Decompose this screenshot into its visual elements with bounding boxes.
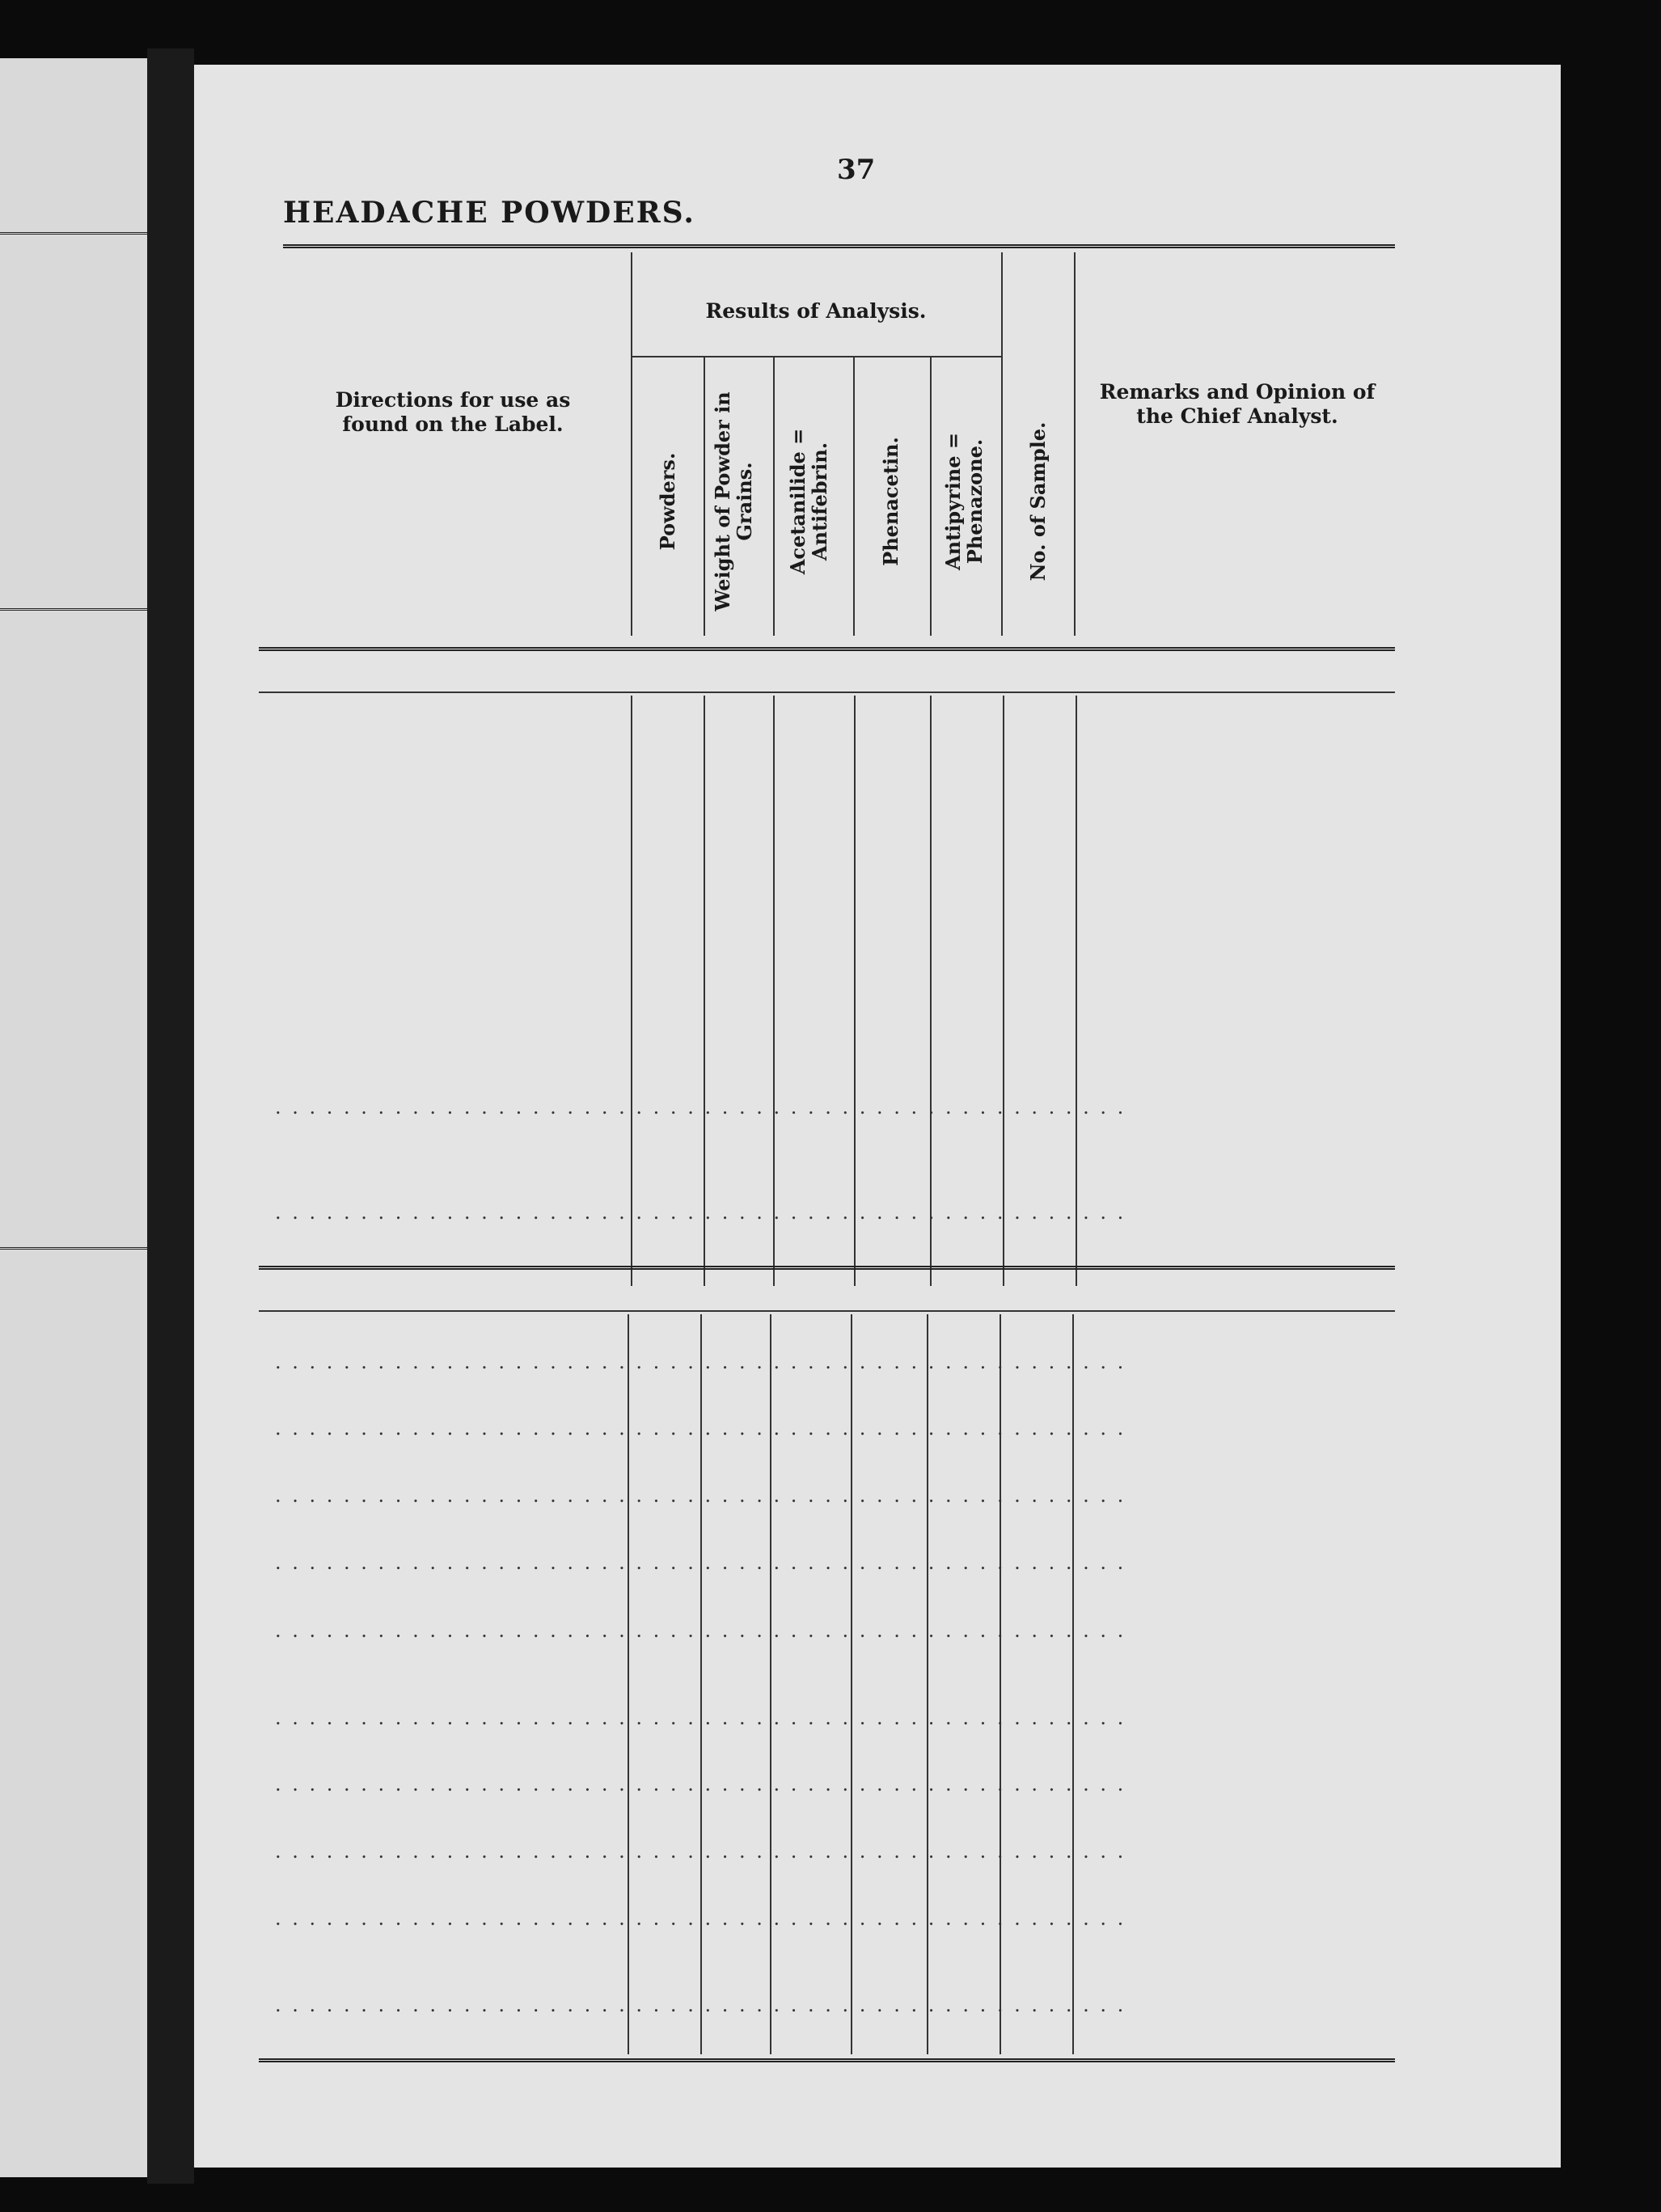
leader-dots: . . . . . . . . . . . . . . . . . . . . . . . . . . . . . . . . . . . . . . . . . . . . . . . . . . <box>275 1417 1126 1440</box>
top-rule <box>283 244 1395 248</box>
antipyrine-header: Antipyrine = Phenazone. <box>941 433 987 570</box>
bottom-rule <box>259 2058 1395 2062</box>
page-title: HEADACHE POWDERS. <box>283 196 695 230</box>
col-rule <box>1076 696 1077 1286</box>
leader-dots: . . . . . . . . . . . . . . . . . . . . . . . . . . . . . . . . . . . . . . . . . . . . . . . . . . <box>275 1096 1126 1119</box>
col-rule <box>930 357 932 636</box>
leader-dots: . . . . . . . . . . . . . . . . . . . . . . . . . . . . . . . . . . . . . . . . . . . . . . . . . . <box>275 1707 1126 1729</box>
section-rule <box>259 692 1395 693</box>
section-rule <box>259 1310 1395 1312</box>
col-rule <box>854 696 856 1286</box>
leader-dots: . . . . . . . . . . . . . . . . . . . . . . . . . . . . . . . . . . . . . . . . . . . . . . . . . . <box>275 1907 1126 1930</box>
col-rule <box>1003 696 1004 1286</box>
col-rule <box>704 696 705 1286</box>
col-rule <box>1001 252 1003 636</box>
results-rule <box>631 356 1001 357</box>
col-rule <box>631 696 632 1286</box>
leader-dots: . . . . . . . . . . . . . . . . . . . . . . . . . . . . . . . . . . . . . . . . . . . . . . . . . . <box>275 1351 1126 1373</box>
book-spine <box>147 49 194 2184</box>
leader-dots: . . . . . . . . . . . . . . . . . . . . . . . . . . . . . . . . . . . . . . . . . . . . . . . . . . <box>275 1201 1126 1224</box>
weight-header: Weight of Powder in Grains. <box>711 391 756 611</box>
col-rule <box>1074 252 1076 636</box>
leader-dots: . . . . . . . . . . . . . . . . . . . . . . . . . . . . . . . . . . . . . . . . . . . . . . . . . . <box>275 1551 1126 1574</box>
left-page-rule <box>0 1247 147 1250</box>
col-rule <box>773 696 775 1286</box>
left-page-rule <box>0 608 147 611</box>
leader-dots: . . . . . . . . . . . . . . . . . . . . . . . . . . . . . . . . . . . . . . . . . . . . . . . . . . <box>275 1994 1126 2016</box>
remarks-header: Remarks and Opinion of the Chief Analyst. <box>1099 380 1376 428</box>
leader-dots: . . . . . . . . . . . . . . . . . . . . . . . . . . . . . . . . . . . . . . . . . . . . . . . . . . <box>275 1840 1126 1863</box>
col-rule <box>773 357 775 636</box>
powders-header: Powders. <box>656 452 679 551</box>
section-rule <box>259 1266 1395 1270</box>
leader-dots: . . . . . . . . . . . . . . . . . . . . . . . . . . . . . . . . . . . . . . . . . . . . . . . . . . <box>275 1484 1126 1507</box>
acetanilide-header: Acetanilide = Antifebrin. <box>786 428 831 575</box>
left-page-rule <box>0 232 147 235</box>
col-rule <box>853 357 855 636</box>
directions-header: Directions for use as found on the Label. <box>335 388 571 436</box>
left-page-fragment <box>0 58 147 2177</box>
document-page <box>194 65 1561 2168</box>
results-header: Results of Analysis. <box>705 299 927 323</box>
section-rule <box>259 647 1395 651</box>
page-number: 37 <box>837 154 876 186</box>
sample-header: No. of Sample. <box>1026 421 1050 582</box>
leader-dots: . . . . . . . . . . . . . . . . . . . . . . . . . . . . . . . . . . . . . . . . . . . . . . . . . . <box>275 1619 1126 1642</box>
col-rule <box>930 696 932 1286</box>
phenacetin-header: Phenacetin. <box>879 437 902 566</box>
leader-dots: . . . . . . . . . . . . . . . . . . . . . . . . . . . . . . . . . . . . . . . . . . . . . . . . . . <box>275 1773 1126 1795</box>
col-rule <box>704 357 705 636</box>
